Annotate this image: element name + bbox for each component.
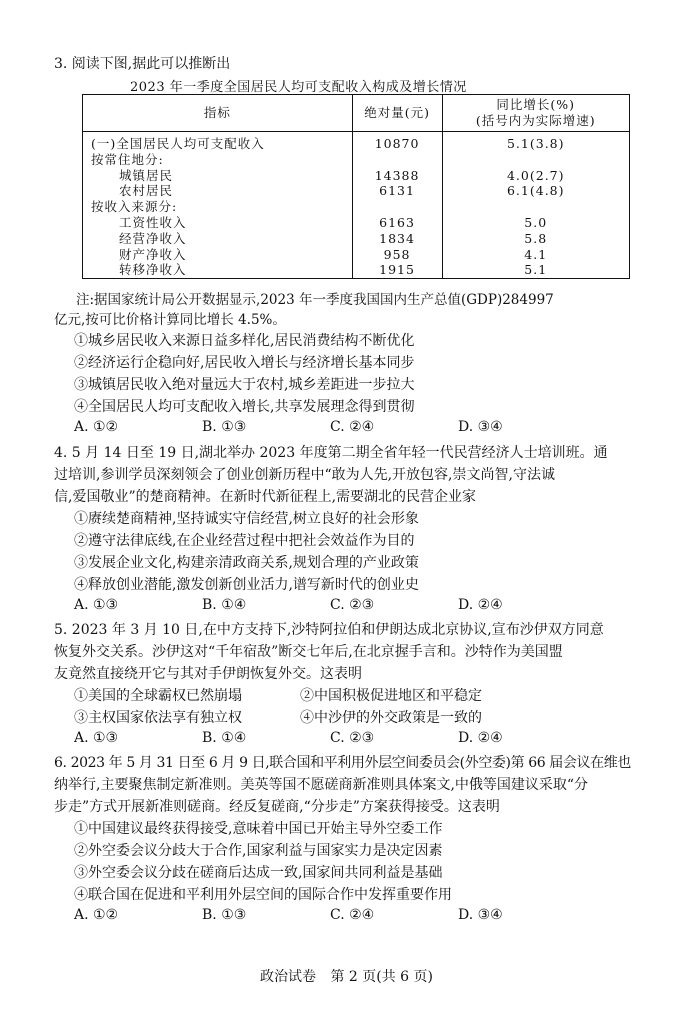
choice-d[interactable]: D. ②④	[458, 597, 503, 613]
choice-a[interactable]: A. ①③	[74, 730, 119, 746]
q5-statement: ④中沙伊的外交政策是一致的	[300, 710, 482, 726]
q3-statement: ①城乡居民收入来源日益多样化,居民消费结构不断优化	[74, 333, 415, 349]
table-caption: 2023 年一季度全国居民人均可支配收入构成及增长情况	[130, 80, 467, 95]
q4-stem-line2: 过培训,参训学员深刻领会了创业创新历程中“敢为人先,开放包容,崇文尚智,守法诚	[54, 467, 555, 483]
table-row	[83, 262, 630, 278]
row-growth: 5.1(3.8)	[442, 132, 630, 152]
q6-stem-line3: 步走”方式开展新准则磋商。经反复磋商,“分步走”方案获得接受。这表明	[54, 799, 500, 815]
choice-a[interactable]: A. ①②	[74, 907, 119, 923]
q5-stem-line3: 友竟然直接绕开它与其对手伊朗恢复外交。这表明	[54, 666, 362, 682]
table-row	[83, 215, 630, 231]
choice-c[interactable]: C. ②④	[330, 907, 375, 923]
row-value: 10870	[352, 132, 442, 152]
row-growth	[442, 199, 630, 215]
q5-statement: ①美国的全球霸权已然崩塌	[74, 688, 242, 704]
choice-b[interactable]: B. ①④	[202, 597, 247, 613]
choice-c[interactable]: C. ②③	[330, 597, 375, 613]
q4-stem-line1: 4. 5 月 14 日至 19 日,湖北举办 2023 年度第二期全省年轻一代民营经济人士培训班。通	[54, 445, 608, 461]
row-growth: 5.1	[442, 262, 630, 278]
row-value: 6163	[352, 215, 442, 231]
row-growth: 4.1	[442, 247, 630, 263]
q5-stem-line2: 恢复外交关系。沙伊这对“千年宿敌”断交七年后,在北京握手言和。沙特作为美国盟	[54, 644, 563, 660]
q4-stem-line3: 信,爱国敬业”的楚商精神。在新时代新征程上,需要湖北的民营企业家	[54, 489, 477, 505]
choice-b[interactable]: B. ①③	[202, 907, 247, 923]
table-row	[83, 132, 630, 152]
q6-statement: ②外空委会议分歧大于合作,国家利益与国家实力是决定因素	[74, 843, 443, 859]
choice-b[interactable]: B. ①④	[202, 730, 247, 746]
q5-stem-line1: 5. 2023 年 3 月 10 日,在中方支持下,沙特阿拉伯和伊朗达成北京协议,宣布沙伊双方同意	[54, 622, 604, 638]
row-value: 14388	[352, 168, 442, 184]
choice-a[interactable]: A. ①②	[74, 419, 119, 435]
table-row	[83, 183, 630, 199]
q3-statement: ④全国居民人均可支配收入增长,共享发展理念得到贯彻	[74, 399, 415, 415]
q3-stem: 3. 阅读下图,据此可以推断出	[54, 56, 231, 72]
table-row	[83, 247, 630, 263]
row-value: 958	[352, 247, 442, 263]
q4-statement: ③发展企业文化,构建亲清政商关系,规划合理的产业政策	[74, 555, 419, 571]
q6-stem-line1: 6. 2023 年 5 月 31 日至 6 月 9 日,联合国和平利用外层空间委员会(外空委)第 66 届会议在维也	[54, 755, 631, 771]
row-growth: 5.8	[442, 231, 630, 247]
table-header-row	[83, 95, 630, 132]
q5-statement: ②中国积极促进地区和平稳定	[300, 688, 482, 704]
row-value: 1915	[352, 262, 442, 278]
row-label: 财产净收入	[83, 247, 353, 263]
choice-a[interactable]: A. ①③	[74, 597, 119, 613]
choice-d[interactable]: D. ③④	[458, 907, 503, 923]
row-value	[352, 199, 442, 215]
q5-statement: ③主权国家依法享有独立权	[74, 710, 242, 726]
q4-statement: ④释放创业潜能,激发创新创业活力,谱写新时代的创业史	[74, 577, 419, 593]
table-row	[83, 168, 630, 184]
header-growth-line1: 同比增长(%)	[496, 97, 576, 112]
header-absolute: 绝对量(元)	[352, 95, 442, 132]
page-footer	[0, 966, 693, 986]
table-row	[83, 199, 630, 215]
row-label: 城镇居民	[83, 168, 353, 184]
choice-d[interactable]: D. ②④	[458, 730, 503, 746]
q3-note-line2: 亿元,按可比价格计算同比增长 4.5%。	[54, 312, 286, 328]
q3-statement: ②经济运行企稳向好,居民收入增长与经济增长基本同步	[74, 355, 415, 371]
row-label: 按收入来源分:	[83, 199, 353, 215]
row-value: 6131	[352, 183, 442, 199]
row-label: 农村居民	[83, 183, 353, 199]
row-growth: 5.0	[442, 215, 630, 231]
row-growth: 4.0(2.7)	[442, 168, 630, 184]
q6-stem-line2: 纳举行,主要聚焦制定新准则。美英等国不愿磋商新准则具体案文,中俄等国建议采取“分	[54, 777, 589, 793]
row-value: 1834	[352, 231, 442, 247]
row-label: (一)全国居民人均可支配收入	[83, 132, 353, 152]
row-label: 按常住地分:	[83, 152, 353, 168]
header-growth	[442, 95, 630, 132]
table-row	[83, 231, 630, 247]
header-indicator: 指标	[83, 95, 353, 132]
row-value	[352, 152, 442, 168]
choice-b[interactable]: B. ①③	[202, 419, 247, 435]
q3-statement: ③城镇居民收入绝对量远大于农村,城乡差距进一步拉大	[74, 377, 415, 393]
row-label: 转移净收入	[83, 262, 353, 278]
choice-d[interactable]: D. ③④	[458, 419, 503, 435]
row-growth	[442, 152, 630, 168]
row-growth: 6.1(4.8)	[442, 183, 630, 199]
footer-subject: 政治试卷	[260, 969, 316, 985]
q6-statement: ④联合国在促进和平利用外层空间的国际合作中发挥重要作用	[74, 887, 452, 903]
q6-statement: ③外空委会议分歧在磋商后达成一致,国家间共同利益是基础	[74, 865, 443, 881]
income-table	[82, 94, 630, 279]
row-label: 工资性收入	[83, 215, 353, 231]
q4-statement: ②遵守法律底线,在企业经营过程中把社会效益作为目的	[74, 533, 415, 549]
header-growth-line2: (括号内为实际增速)	[475, 113, 596, 128]
choice-c[interactable]: C. ②③	[330, 730, 375, 746]
footer-page-number: 第 2 页(共 6 页)	[330, 969, 433, 985]
choice-c[interactable]: C. ②④	[330, 419, 375, 435]
q6-statement: ①中国建议最终获得接受,意味着中国已开始主导外空委工作	[74, 821, 443, 837]
table-row	[83, 152, 630, 168]
row-label: 经营净收入	[83, 231, 353, 247]
q3-note-line1: 注:据国家统计局公开数据显示,2023 年一季度我国国内生产总值(GDP)284997	[76, 292, 554, 308]
q4-statement: ①赓续楚商精神,坚持诚实守信经营,树立良好的社会形象	[74, 511, 419, 527]
